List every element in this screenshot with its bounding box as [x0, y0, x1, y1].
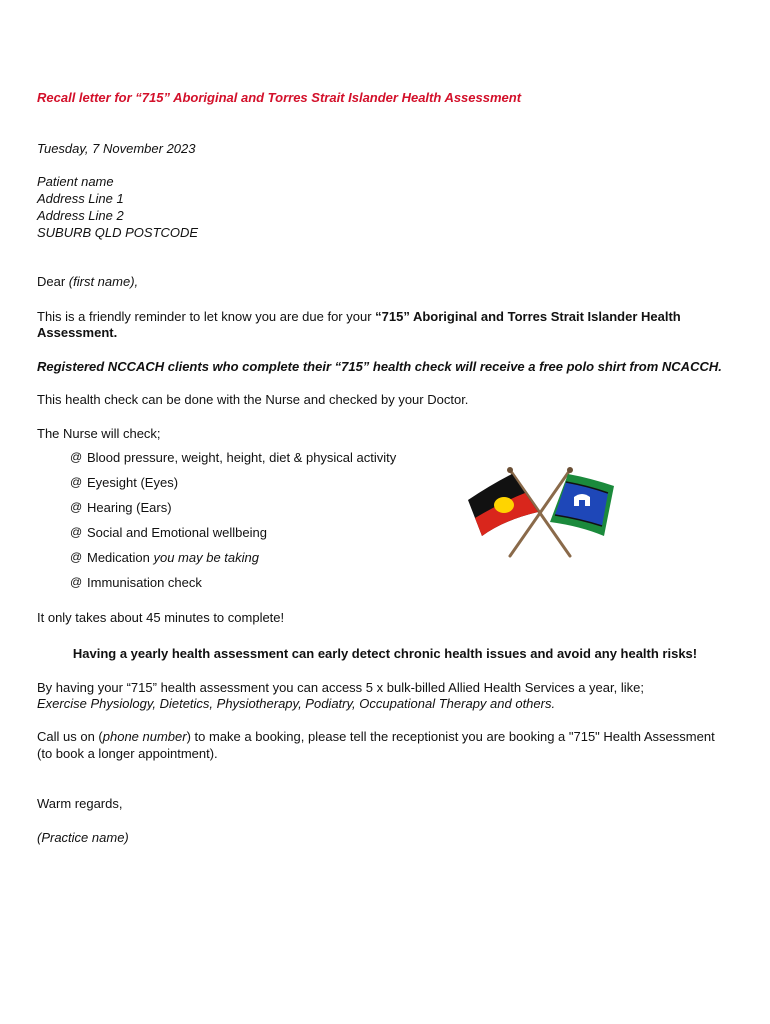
list-item — [70, 474, 396, 499]
crossed-flags-image — [462, 462, 622, 562]
check-text: Medication — [87, 550, 154, 565]
duration-text: It only takes about 45 minutes to complete! — [37, 610, 285, 625]
reminder-line-2: Assessment. — [37, 325, 118, 340]
letter-date: Tuesday, 7 November 2023 — [37, 141, 196, 156]
list-item — [70, 499, 396, 524]
bullet-icon: @ — [70, 475, 83, 489]
address-line-patient: Patient name — [37, 174, 114, 189]
bullet-icon: @ — [70, 525, 83, 539]
nurse-check-label: The Nurse will check; — [37, 426, 161, 441]
address-line-1: Address Line 1 — [37, 191, 124, 206]
check-italic: you may be taking — [153, 550, 259, 565]
check-text: Hearing (Ears) — [87, 500, 172, 515]
bullet-icon: @ — [70, 500, 83, 514]
registered-note: Registered NCCACH clients who complete their “715” health check will receive a free polo shirt from NCACCH. — [37, 359, 722, 374]
pole-finial-right — [567, 467, 573, 473]
bullet-icon: @ — [70, 575, 83, 589]
greeting-name: (first name), — [68, 274, 139, 289]
reminder-line-1 — [37, 308, 681, 325]
check-list — [70, 449, 396, 599]
reminder-text: This is a friendly reminder to let know you are due for your — [37, 309, 376, 324]
check-text: Social and Emotional wellbeing — [87, 525, 267, 540]
bullet-icon: @ — [70, 450, 83, 464]
list-item — [70, 549, 396, 574]
call-line-2: (to book a longer appointment). — [37, 746, 218, 761]
greeting-prefix: Dear — [37, 274, 69, 289]
emphasis-statement: Having a yearly health assessment can early detect chronic health issues and avoid any health risks! — [72, 646, 698, 661]
call-line-1 — [37, 728, 715, 745]
address-line-2: Address Line 2 — [37, 208, 124, 223]
check-text: Eyesight (Eyes) — [87, 475, 179, 490]
check-text: Blood pressure, weight, height, diet & physical activity — [87, 450, 397, 465]
bullet-icon: @ — [70, 550, 83, 564]
letter-title: Recall letter for “715” Aboriginal and Torres Strait Islander Health Assessment — [37, 90, 522, 105]
call-prefix: Call us on ( — [37, 729, 103, 744]
pole-finial-left — [507, 467, 513, 473]
list-item — [70, 524, 396, 549]
list-item — [70, 449, 396, 474]
call-suffix: ) to make a booking, please tell the receptionist you are booking a "715" Health Assessment — [186, 729, 715, 744]
list-item — [70, 574, 396, 599]
check-text: Immunisation check — [87, 575, 202, 590]
greeting — [37, 273, 138, 290]
aboriginal-flag-icon — [468, 474, 538, 536]
access-text: By having your “715” health assessment you can access 5 x bulk-billed Allied Health Services a year, like; — [37, 680, 644, 695]
services-text: Exercise Physiology, Dietetics, Physiotherapy, Podiatry, Occupational Therapy and others. — [37, 696, 556, 711]
practice-name: (Practice name) — [37, 830, 129, 845]
closing: Warm regards, — [37, 796, 123, 811]
check-intro: This health check can be done with the Nurse and checked by your Doctor. — [37, 392, 469, 407]
reminder-bold-text: “715” Aboriginal and Torres Strait Islander Health — [375, 309, 681, 324]
call-phone: phone number — [102, 729, 187, 744]
address-line-suburb: SUBURB QLD POSTCODE — [37, 225, 199, 240]
